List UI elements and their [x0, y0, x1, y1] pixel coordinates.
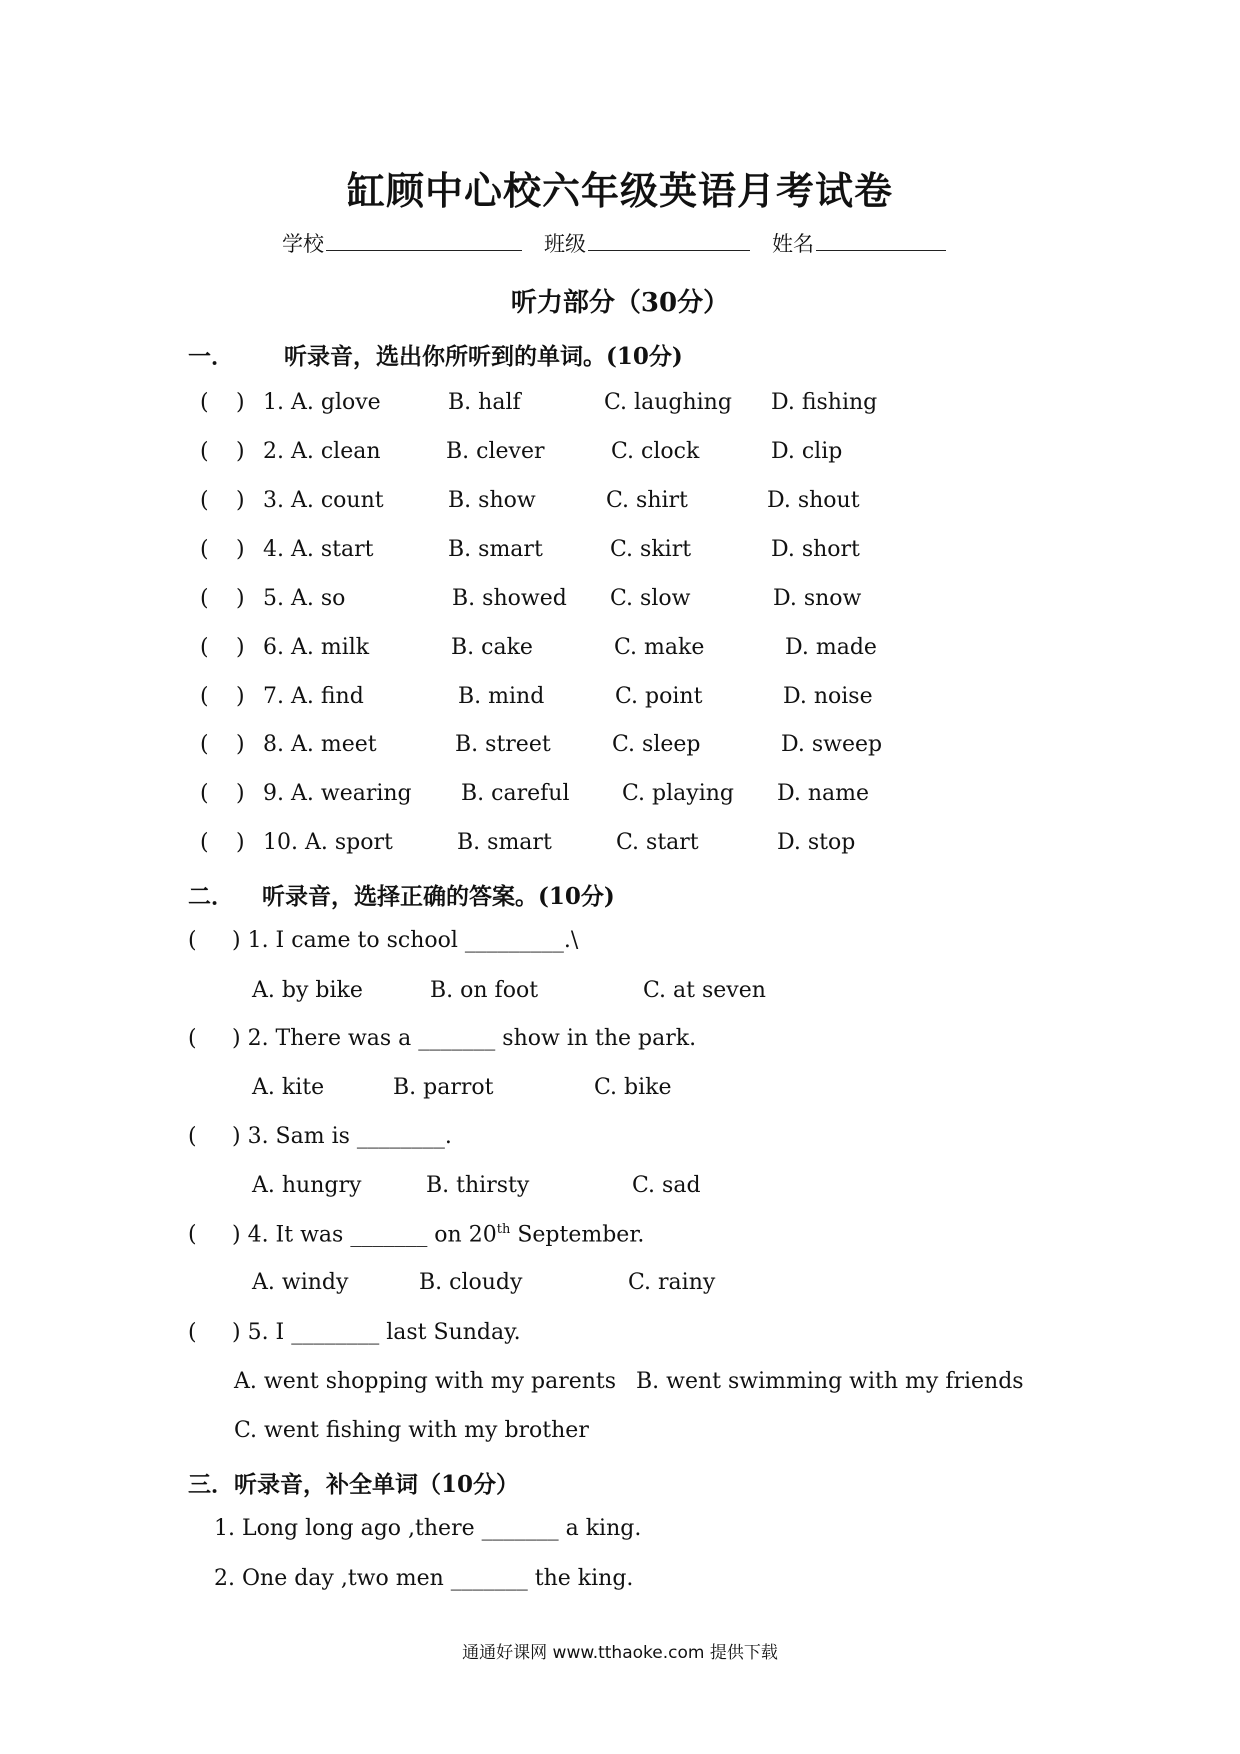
part2-q5-option-b: B. went swimming with my friends — [636, 1369, 1024, 1394]
part2-q4-option-c: C. rainy — [628, 1270, 716, 1295]
download-footer: 通通好课网 www.tthaoke.com 提供下载 — [462, 1643, 778, 1663]
school-blank[interactable] — [326, 230, 522, 251]
part1-answer-paren-left[interactable]: ( — [200, 635, 209, 660]
part1-q3-option-d: D. shout — [767, 488, 860, 513]
part1-q5-option-a: 5. A. so — [263, 586, 346, 611]
part1-q8-option-c: C. sleep — [612, 732, 701, 757]
part1-q3-option-c: C. shirt — [606, 488, 688, 513]
class-label: 班级 — [544, 232, 586, 256]
part1-q7-option-b: B. mind — [458, 684, 545, 709]
part2-question-4 — [232, 1222, 644, 1247]
part1-q6-option-c: C. make — [614, 635, 705, 660]
part1-q7-option-a: 7. A. find — [263, 684, 364, 709]
part1-answer-paren-left[interactable]: ( — [200, 732, 209, 757]
part1-answer-paren-right: ) — [236, 781, 245, 806]
part1-q3-option-b: B. show — [448, 488, 536, 513]
part1-header — [188, 338, 683, 371]
part1-answer-paren-left[interactable]: ( — [200, 390, 209, 415]
part2-q2-option-a: A. kite — [252, 1075, 325, 1100]
q4-superscript: th — [496, 1222, 511, 1237]
part2-q4-option-b: B. cloudy — [419, 1270, 523, 1295]
part1-q8-option-d: D. sweep — [781, 732, 883, 757]
part1-answer-paren-left[interactable]: ( — [200, 684, 209, 709]
part1-q1-option-a: 1. A. glove — [263, 390, 381, 415]
part1-q3-option-a: 3. A. count — [263, 488, 384, 513]
student-info-row — [282, 228, 968, 258]
part1-q2-option-b: B. clever — [446, 439, 545, 464]
part1-q10-option-b: B. smart — [457, 830, 552, 855]
part3-item-1: 1. Long long ago ,there _______ a king. — [214, 1516, 642, 1541]
part2-q3-option-a: A. hungry — [252, 1173, 362, 1198]
part1-q10-option-a: 10. A. sport — [263, 830, 393, 855]
name-blank[interactable] — [816, 230, 946, 251]
part2-paren[interactable]: ( — [188, 1026, 197, 1051]
part1-q2-option-c: C. clock — [611, 439, 700, 464]
part1-answer-paren-left[interactable]: ( — [200, 537, 209, 562]
name-label: 姓名 — [772, 232, 814, 256]
part2-question-1: ) 1. I came to school _________.\ — [232, 928, 579, 953]
part1-q8-option-b: B. street — [455, 732, 551, 757]
part3-header: 三．听录音，补全单词（10分） — [188, 1471, 520, 1498]
part1-answer-paren-right: ) — [236, 439, 245, 464]
part1-q7-option-d: D. noise — [783, 684, 873, 709]
part2-paren[interactable]: ( — [188, 1222, 197, 1247]
part3-item-2: 2. One day ,two men _______ the king. — [214, 1566, 634, 1591]
part2-q5-option-a: A. went shopping with my parents — [234, 1369, 617, 1394]
part1-q7-option-c: C. point — [615, 684, 703, 709]
part1-q10-option-c: C. start — [616, 830, 699, 855]
part2-question-2: ) 2. There was a _______ show in the park. — [232, 1026, 697, 1051]
part2-q1-option-b: B. on foot — [430, 978, 539, 1003]
part2-header — [188, 878, 615, 911]
part1-answer-paren-right: ) — [236, 635, 245, 660]
part1-answer-paren-right: ) — [236, 684, 245, 709]
part1-answer-paren-left[interactable]: ( — [200, 586, 209, 611]
class-blank[interactable] — [588, 230, 750, 251]
part2-instruction: 听录音，选择正确的答案。(10分) — [262, 883, 615, 910]
part1-answer-paren-left[interactable]: ( — [200, 439, 209, 464]
part2-q3-option-b: B. thirsty — [426, 1173, 530, 1198]
part1-q6-option-b: B. cake — [451, 635, 533, 660]
listening-section-header: 听力部分（30分） — [510, 288, 730, 318]
part2-paren[interactable]: ( — [188, 928, 197, 953]
exam-title: 缸顾中心校六年级英语月考试卷 — [346, 168, 893, 213]
part1-q10-option-d: D. stop — [777, 830, 856, 855]
part1-answer-paren-left[interactable]: ( — [200, 488, 209, 513]
part1-q9-option-c: C. playing — [622, 781, 734, 806]
part1-answer-paren-right: ) — [236, 488, 245, 513]
part1-q4-option-d: D. short — [771, 537, 860, 562]
part2-q1-option-c: C. at seven — [643, 978, 766, 1003]
part1-number: 一． — [188, 343, 234, 370]
part1-q1-option-b: B. half — [448, 390, 521, 415]
part2-question-3: ) 3. Sam is ________. — [232, 1124, 452, 1149]
part1-q9-option-b: B. careful — [461, 781, 570, 806]
part1-q4-option-b: B. smart — [448, 537, 543, 562]
part1-instruction: 听录音，选出你所听到的单词。(10分) — [284, 343, 683, 370]
part1-q5-option-b: B. showed — [452, 586, 567, 611]
part1-answer-paren-left[interactable]: ( — [200, 830, 209, 855]
q4-text-post: September. — [510, 1222, 645, 1248]
part1-q4-option-a: 4. A. start — [263, 537, 374, 562]
q4-text-pre: ) 4. It was _______ on 20 — [232, 1222, 497, 1248]
part1-q9-option-a: 9. A. wearing — [263, 781, 412, 806]
part1-q6-option-a: 6. A. milk — [263, 635, 370, 660]
part2-q3-option-c: C. sad — [632, 1173, 701, 1198]
part1-answer-paren-right: ) — [236, 830, 245, 855]
part1-q8-option-a: 8. A. meet — [263, 732, 377, 757]
school-label: 学校 — [282, 232, 324, 256]
part2-q4-option-a: A. windy — [252, 1270, 349, 1295]
part2-q2-option-b: B. parrot — [393, 1075, 494, 1100]
part2-q5-option-c: C. went fishing with my brother — [234, 1418, 589, 1443]
part1-answer-paren-right: ) — [236, 537, 245, 562]
part2-number: 二． — [188, 883, 234, 910]
part2-q1-option-a: A. by bike — [252, 978, 363, 1003]
part2-paren[interactable]: ( — [188, 1320, 197, 1345]
part1-q9-option-d: D. name — [777, 781, 870, 806]
part1-q5-option-c: C. slow — [610, 586, 691, 611]
part2-question-5: ) 5. I ________ last Sunday. — [232, 1320, 521, 1345]
part1-answer-paren-right: ) — [236, 586, 245, 611]
part1-q6-option-d: D. made — [785, 635, 877, 660]
part1-q2-option-d: D. clip — [771, 439, 843, 464]
part2-q2-option-c: C. bike — [594, 1075, 672, 1100]
part1-answer-paren-right: ) — [236, 390, 245, 415]
part1-q5-option-d: D. snow — [773, 586, 862, 611]
part1-q1-option-d: D. fishing — [771, 390, 878, 415]
part2-paren[interactable]: ( — [188, 1124, 197, 1149]
part1-answer-paren-left[interactable]: ( — [200, 781, 209, 806]
part1-q2-option-a: 2. A. clean — [263, 439, 381, 464]
part1-answer-paren-right: ) — [236, 732, 245, 757]
part1-q1-option-c: C. laughing — [604, 390, 732, 415]
part1-q4-option-c: C. skirt — [610, 537, 692, 562]
